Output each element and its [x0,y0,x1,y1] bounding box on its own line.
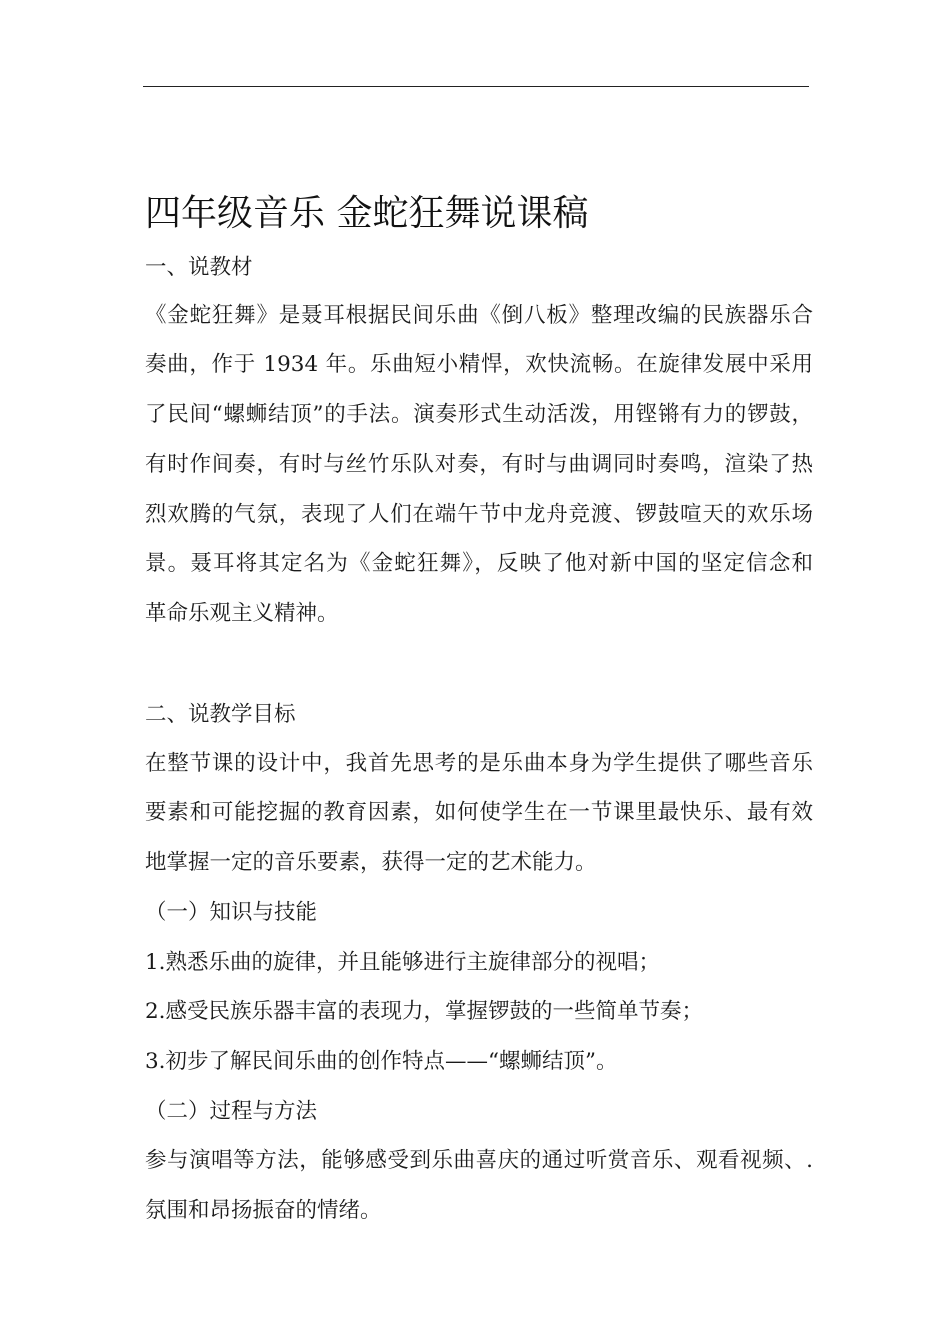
list-item: 3.初步了解民间乐曲的创作特点——“螺蛳结顶”。 [145,1049,618,1074]
paragraph-line: 奏曲，作于 1934 年。乐曲短小精悍，欢快流畅。在旋律发展中采用 [145,352,813,377]
paragraph-line: 了民间“螺蛳结顶”的手法。演奏形式生动活泼，用铿锵有力的锣鼓， [145,402,813,427]
document-title: 四年级音乐 金蛇狂舞说课稿 [145,193,589,234]
paragraph-line: 氛围和昂扬振奋的情绪。 [145,1198,382,1223]
paragraph-line: 有时作间奏，有时与丝竹乐队对奏，有时与曲调同时奏鸣，渲染了热 [145,452,813,477]
section-heading-textbook: 一、说教材 [145,255,253,280]
subsection-heading-process: （二）过程与方法 [145,1099,318,1124]
paragraph-line: 《金蛇狂舞》是聂耳根据民间乐曲《倒八板》整理改编的民族器乐合 [145,303,813,328]
list-item: 2.感受民族乐器丰富的表现力，掌握锣鼓的一些简单节奏； [145,999,704,1024]
header-rule [143,86,809,87]
paragraph-line: 地掌握一定的音乐要素，获得一定的艺术能力。 [145,850,597,875]
paragraph-line: 烈欢腾的气氛，表现了人们在端午节中龙舟竞渡、锣鼓喧天的欢乐场 [145,502,813,527]
subsection-heading-knowledge: （一）知识与技能 [145,900,318,925]
paragraph-line: 景。聂耳将其定名为《金蛇狂舞》，反映了他对新中国的坚定信念和 [145,551,813,576]
paragraph-line: 革命乐观主义精神。 [145,601,339,626]
paragraph-line: 在整节课的设计中，我首先思考的是乐曲本身为学生提供了哪些音乐 [145,751,813,776]
list-item: 1.熟悉乐曲的旋律，并且能够进行主旋律部分的视唱； [145,950,661,975]
paragraph-line: 参与演唱等方法，能够感受到乐曲喜庆的通过听赏音乐、观看视频、. [145,1148,813,1173]
paragraph-line: 要素和可能挖掘的教育因素，如何使学生在一节课里最快乐、最有效 [145,800,813,825]
section-heading-objectives: 二、说教学目标 [145,702,296,727]
